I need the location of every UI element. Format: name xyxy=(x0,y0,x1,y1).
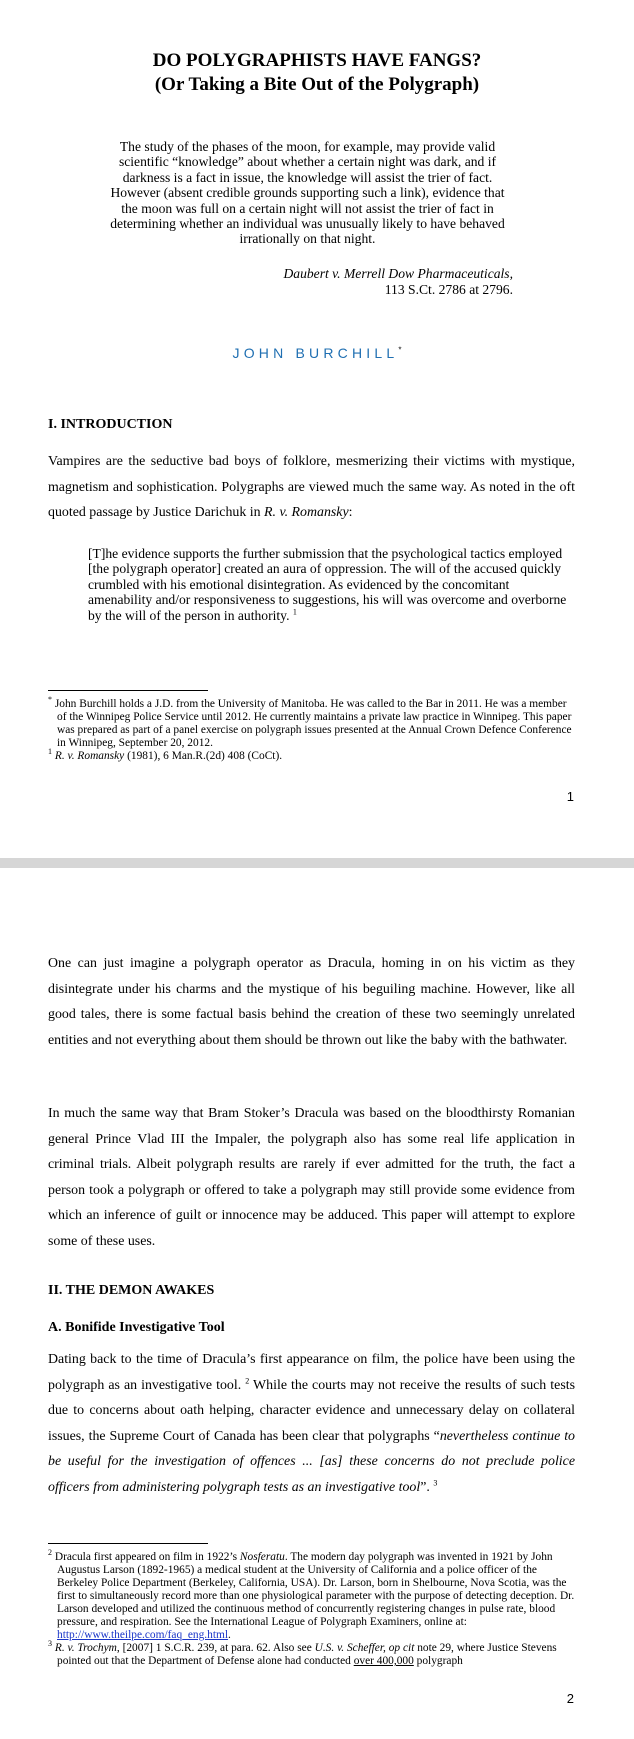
footnote-author-text: John Burchill holds a J.D. from the University of Manitoba. He was called to the Bar in 2011. He was a member of the Winnipeg Police Service until 2012. He currently maintains a private law practice in Winnipeg. This paper was prepared as part of a panel exercise on polygraph issues presented at the Annual Crown Defence Conference in Winnipeg, September 20, 2012. xyxy=(54,698,572,749)
section-heading-introduction: I. INTRODUCTION xyxy=(48,417,173,432)
footnote-3 xyxy=(48,1639,578,1668)
footnote-3-text-a: , [2007] 1 S.C.R. 239, at para. 62. Also see xyxy=(116,1642,315,1654)
footnote-3-case: R. v. Trochym xyxy=(54,1642,117,1654)
page-2 xyxy=(0,868,634,1739)
footnote-2-text-c: . xyxy=(228,1629,231,1641)
footnote-separator xyxy=(48,690,208,691)
page-gap xyxy=(0,858,634,868)
subsection-heading-investigative-tool: A. Bonifide Investigative Tool xyxy=(48,1320,225,1335)
page-1 xyxy=(0,0,634,858)
intro-paragraph xyxy=(48,449,575,526)
para3-text-b: While the courts may not receive the results of such tests due to concerns about oath helping, character evidence and unnecessary delay on collateral issues, the Supreme Court of Canada has been clear that polygraphs “ xyxy=(48,1377,575,1444)
footnote-3-mark: 3 xyxy=(48,1639,52,1649)
intro-end: : xyxy=(348,505,353,521)
footnote-author-mark: * xyxy=(48,695,52,705)
footnote-ref-2: 2 xyxy=(245,1375,250,1385)
epigraph-case xyxy=(180,266,513,281)
footnote-2-mark: 2 xyxy=(48,1548,52,1558)
intro-case-name: R. v. Romansky xyxy=(264,505,349,521)
paragraph-investigative-tool xyxy=(48,1347,575,1501)
footnote-2-text-b: . The modern day polygraph was invented in 1921 by John Augustus Larson (1892-1965) a medical student at the University of California and a police officer of the Berkeley Police Department (Berkeley, California, USA). Dr. Larson, born in Shelbourne, Nova Scotia, was the first to simultaneously record more than one physiological parameter with the purpose of detecting deception. Dr. Larson developed and utilized the continuous method of concurrently registering changes in pulse rate, blood pressure, and respiration. See the International League of Polygraph Examiners, online at: xyxy=(57,1551,575,1628)
author-name xyxy=(0,345,634,361)
page-number-1: 1 xyxy=(566,789,574,804)
para3-text-a: Dating back to the time of Dracula’s first appearance on film, the police have been using the polygraph as an investigative tool. xyxy=(48,1352,575,1393)
paragraph-bram-stoker: In much the same way that Bram Stoker’s Dracula was based on the bloodthirsty Romanian general Prince Vlad III the Impaler, the polygraph also has some real life application in criminal trials. Albeit polygraph results are rarely if ever admitted for the truth, the fact a person took a polygraph or offered to take a polygraph may still provide some evidence from which an inference of guilt or innocence may be adduced. This paper will attempt to explore some of these uses. xyxy=(48,1106,575,1249)
footnotes-page-2 xyxy=(48,1548,578,1668)
footnote-3-text-c: polygraph xyxy=(413,1655,463,1667)
footnote-author xyxy=(48,695,578,750)
block-quote xyxy=(88,546,570,623)
paper-subtitle: (Or Taking a Bite Out of the Polygraph) xyxy=(154,74,480,95)
author-name-text: JOHN BURCHILL xyxy=(232,345,399,361)
epigraph-case-name: Daubert v. Merrell Dow Pharmaceuticals, xyxy=(283,266,513,281)
footnote-separator-2 xyxy=(48,1543,208,1544)
footnote-3-text-b: note 29, where Justice Stevens pointed out that the Department of Defense alone had conducted xyxy=(57,1642,557,1667)
footnote-1-case: R. v. Romansky xyxy=(54,750,125,762)
footnote-ref-3: 3 xyxy=(433,1478,438,1488)
paragraph-dracula: One can just imagine a polygraph operator as Dracula, homing in on his victim as they disintegrate under his charms and the mystique of his beguiling machine. However, like all good tales, there is some factual basis behind the creation of these two seemingly unrelated entities and not everything about them should be thrown out like the baby with the bathwater. xyxy=(48,956,575,1048)
footnote-3-case-2: U.S. v. Scheffer, op cit xyxy=(314,1642,415,1654)
section-heading-demon-awakes: II. THE DEMON AWAKES xyxy=(48,1283,215,1298)
paper-title: DO POLYGRAPHISTS HAVE FANGS? xyxy=(152,50,482,71)
footnote-1-mark: 1 xyxy=(48,747,52,757)
para3-quote: nevertheless continue to be useful for the investigation of offences ... [as] these concerns do not preclude police officers from administering polygraph tests as an investigative tool xyxy=(48,1428,576,1495)
author-footnote-mark: * xyxy=(398,345,402,355)
ilpe-link[interactable]: http://www.theilpe.com/faq_eng.html xyxy=(57,1629,229,1641)
epigraph-citation: 113 S.Ct. 2786 at 2796. xyxy=(384,282,513,297)
footnote-2 xyxy=(48,1548,578,1642)
footnote-1-text: (1981), 6 Man.R.(2d) 408 (CoCt). xyxy=(124,750,283,762)
para3-text-c: ”. xyxy=(420,1479,430,1495)
footnote-3-underlined: over 400,000 xyxy=(353,1655,414,1667)
footnote-2-text-a: Dracula first appeared on film in 1922’s xyxy=(54,1551,240,1563)
footnote-ref-1: 1 xyxy=(292,607,297,617)
intro-text: Vampires are the seductive bad boys of folklore, mesmerizing their victims with mystique, magnetism and sophistication. Polygraphs are viewed much the same way. As noted in the oft quoted passage by Justice Darichuk in xyxy=(48,454,575,521)
footnote-2-film: Nosferatu xyxy=(239,1551,285,1563)
block-quote-text: [T]he evidence supports the further submission that the psychological tactics employed [the polygraph operator] created an aura of oppression. The will of the accused quickly crumbled with his emotional disintegration. As evidenced by the concomitant amenability and/or responsiveness to suggestions, his will was overcome and overborne by the will of the person in authority. xyxy=(88,546,567,623)
footnote-1 xyxy=(48,747,578,763)
footnotes-page-1 xyxy=(48,695,578,763)
page-number-2: 2 xyxy=(566,1691,574,1706)
epigraph: The study of the phases of the moon, for example, may provide valid scientific “knowledge” about whether a certain night was dark, and if darkness is a fact in issue, the knowledge will assist the trier of fact. However (absent credible grounds supporting such a link), evidence that the moon was full on a certain night will not assist the trier of fact in determining whether an individual was unusually likely to have behaved irrationally on that night. xyxy=(110,139,505,247)
